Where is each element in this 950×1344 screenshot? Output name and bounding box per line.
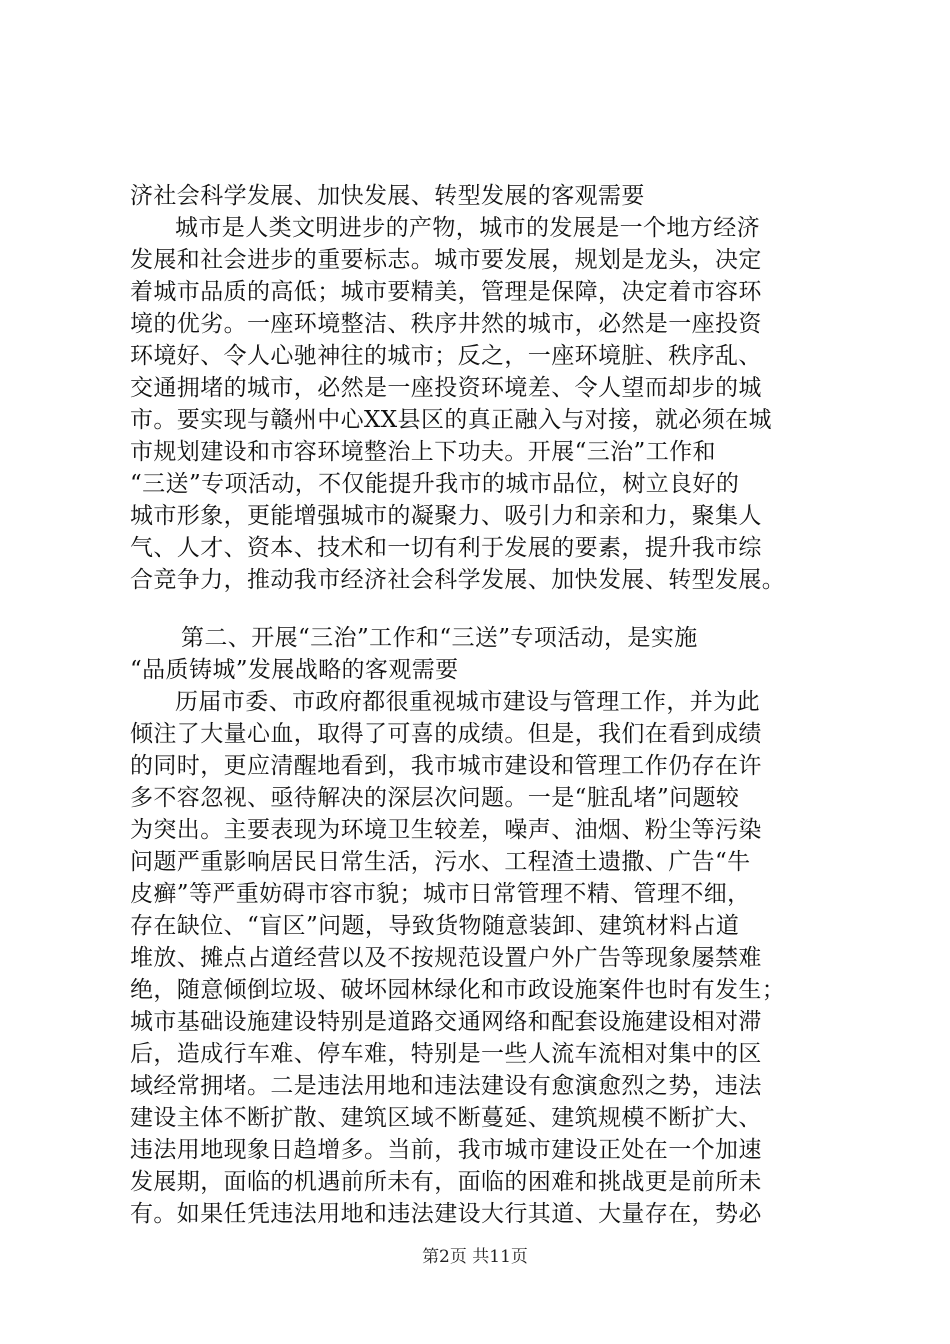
text-line: 后，造成行车难、停车难，特别是一些人流车流相对集中的区 xyxy=(130,1041,762,1067)
text-line: 合竞争力，推动我市经济社会科学发展、加快发展、转型发展。 xyxy=(130,567,786,593)
text-line: 市规划建设和市容环境整治上下功夫。开展“三治”工作和 xyxy=(130,439,716,465)
section-heading: 第二、开展“三治”工作和“三送”专项活动，是实施 xyxy=(181,625,698,651)
text-line: 建设主体不断扩散、建筑区域不断蔓延、建筑规模不断扩大、 xyxy=(130,1105,762,1131)
text-line: 多不容忽视、亟待解决的深层次问题。一是“脏乱堵”问题较 xyxy=(130,785,740,811)
text-line: 皮癣”等严重妨碍市容市貌；城市日常管理不精、管理不细， xyxy=(130,881,751,907)
text-line: 问题严重影响居民日常生活，污水、工程渣土遗撒、广告“牛 xyxy=(130,849,751,875)
text-line: 绝，随意倾倒垃圾、破坏园林绿化和市政设施案件也时有发生； xyxy=(130,977,786,1003)
text-line: 交通拥堵的城市，必然是一座投资环境差、令人望而却步的城 xyxy=(130,375,762,401)
paragraph-first-line: 城市是人类文明进步的产物，城市的发展是一个地方经济 xyxy=(175,215,760,241)
text-line: “三送”专项活动，不仅能提升我市的城市品位，树立良好的 xyxy=(130,471,740,497)
page-number-footer: 第2页 共11页 xyxy=(422,1247,528,1267)
text-line: 堆放、摊点占道经营以及不按规范设置户外广告等现象屡禁难 xyxy=(130,945,762,971)
text-line: 域经常拥堵。二是违法用地和违法建设有愈演愈烈之势，违法 xyxy=(130,1073,762,1099)
text-line: 发展期，面临的机遇前所未有，面临的困难和挑战更是前所未 xyxy=(130,1169,762,1195)
text-line: 城市基础设施建设特别是道路交通网络和配套设施建设相对滞 xyxy=(130,1009,762,1035)
text-line: 着城市品质的高低；城市要精美，管理是保障，决定着市容环 xyxy=(130,279,762,305)
text-line: 发展和社会进步的重要标志。城市要发展，规划是龙头，决定 xyxy=(130,247,762,273)
text-line: 环境好、令人心驰神往的城市；反之，一座环境脏、秩序乱、 xyxy=(130,343,762,369)
text-line: 为突出。主要表现为环境卫生较差，噪声、油烟、粉尘等污染 xyxy=(130,817,762,843)
section-heading-continued: “品质铸城”发展战略的客观需要 xyxy=(130,657,459,683)
text-line: 济社会科学发展、加快发展、转型发展的客观需要 xyxy=(130,183,645,209)
paragraph-first-line: 历届市委、市政府都很重视城市建设与管理工作，并为此 xyxy=(175,689,760,715)
text-line: 的同时，更应清醒地看到，我市城市建设和管理工作仍存在许 xyxy=(130,753,762,779)
text-line: 有。如果任凭违法用地和违法建设大行其道、大量存在，势必 xyxy=(130,1201,762,1227)
text-line: 境的优劣。一座环境整洁、秩序井然的城市，必然是一座投资 xyxy=(130,311,762,337)
text-line: 存在缺位、“盲区”问题，导致货物随意装卸、建筑材料占道 xyxy=(130,913,740,939)
text-line: 违法用地现象日趋增多。当前，我市城市建设正处在一个加速 xyxy=(130,1137,762,1163)
text-line: 倾注了大量心血，取得了可喜的成绩。但是，我们在看到成绩 xyxy=(130,721,762,747)
text-line: 市。要实现与赣州中心XX县区的真正融入与对接，就必须在城 xyxy=(130,407,772,433)
text-line: 气、人才、资本、技术和一切有利于发展的要素，提升我市综 xyxy=(130,535,762,561)
text-line: 城市形象，更能增强城市的凝聚力、吸引力和亲和力，聚集人 xyxy=(130,503,762,529)
